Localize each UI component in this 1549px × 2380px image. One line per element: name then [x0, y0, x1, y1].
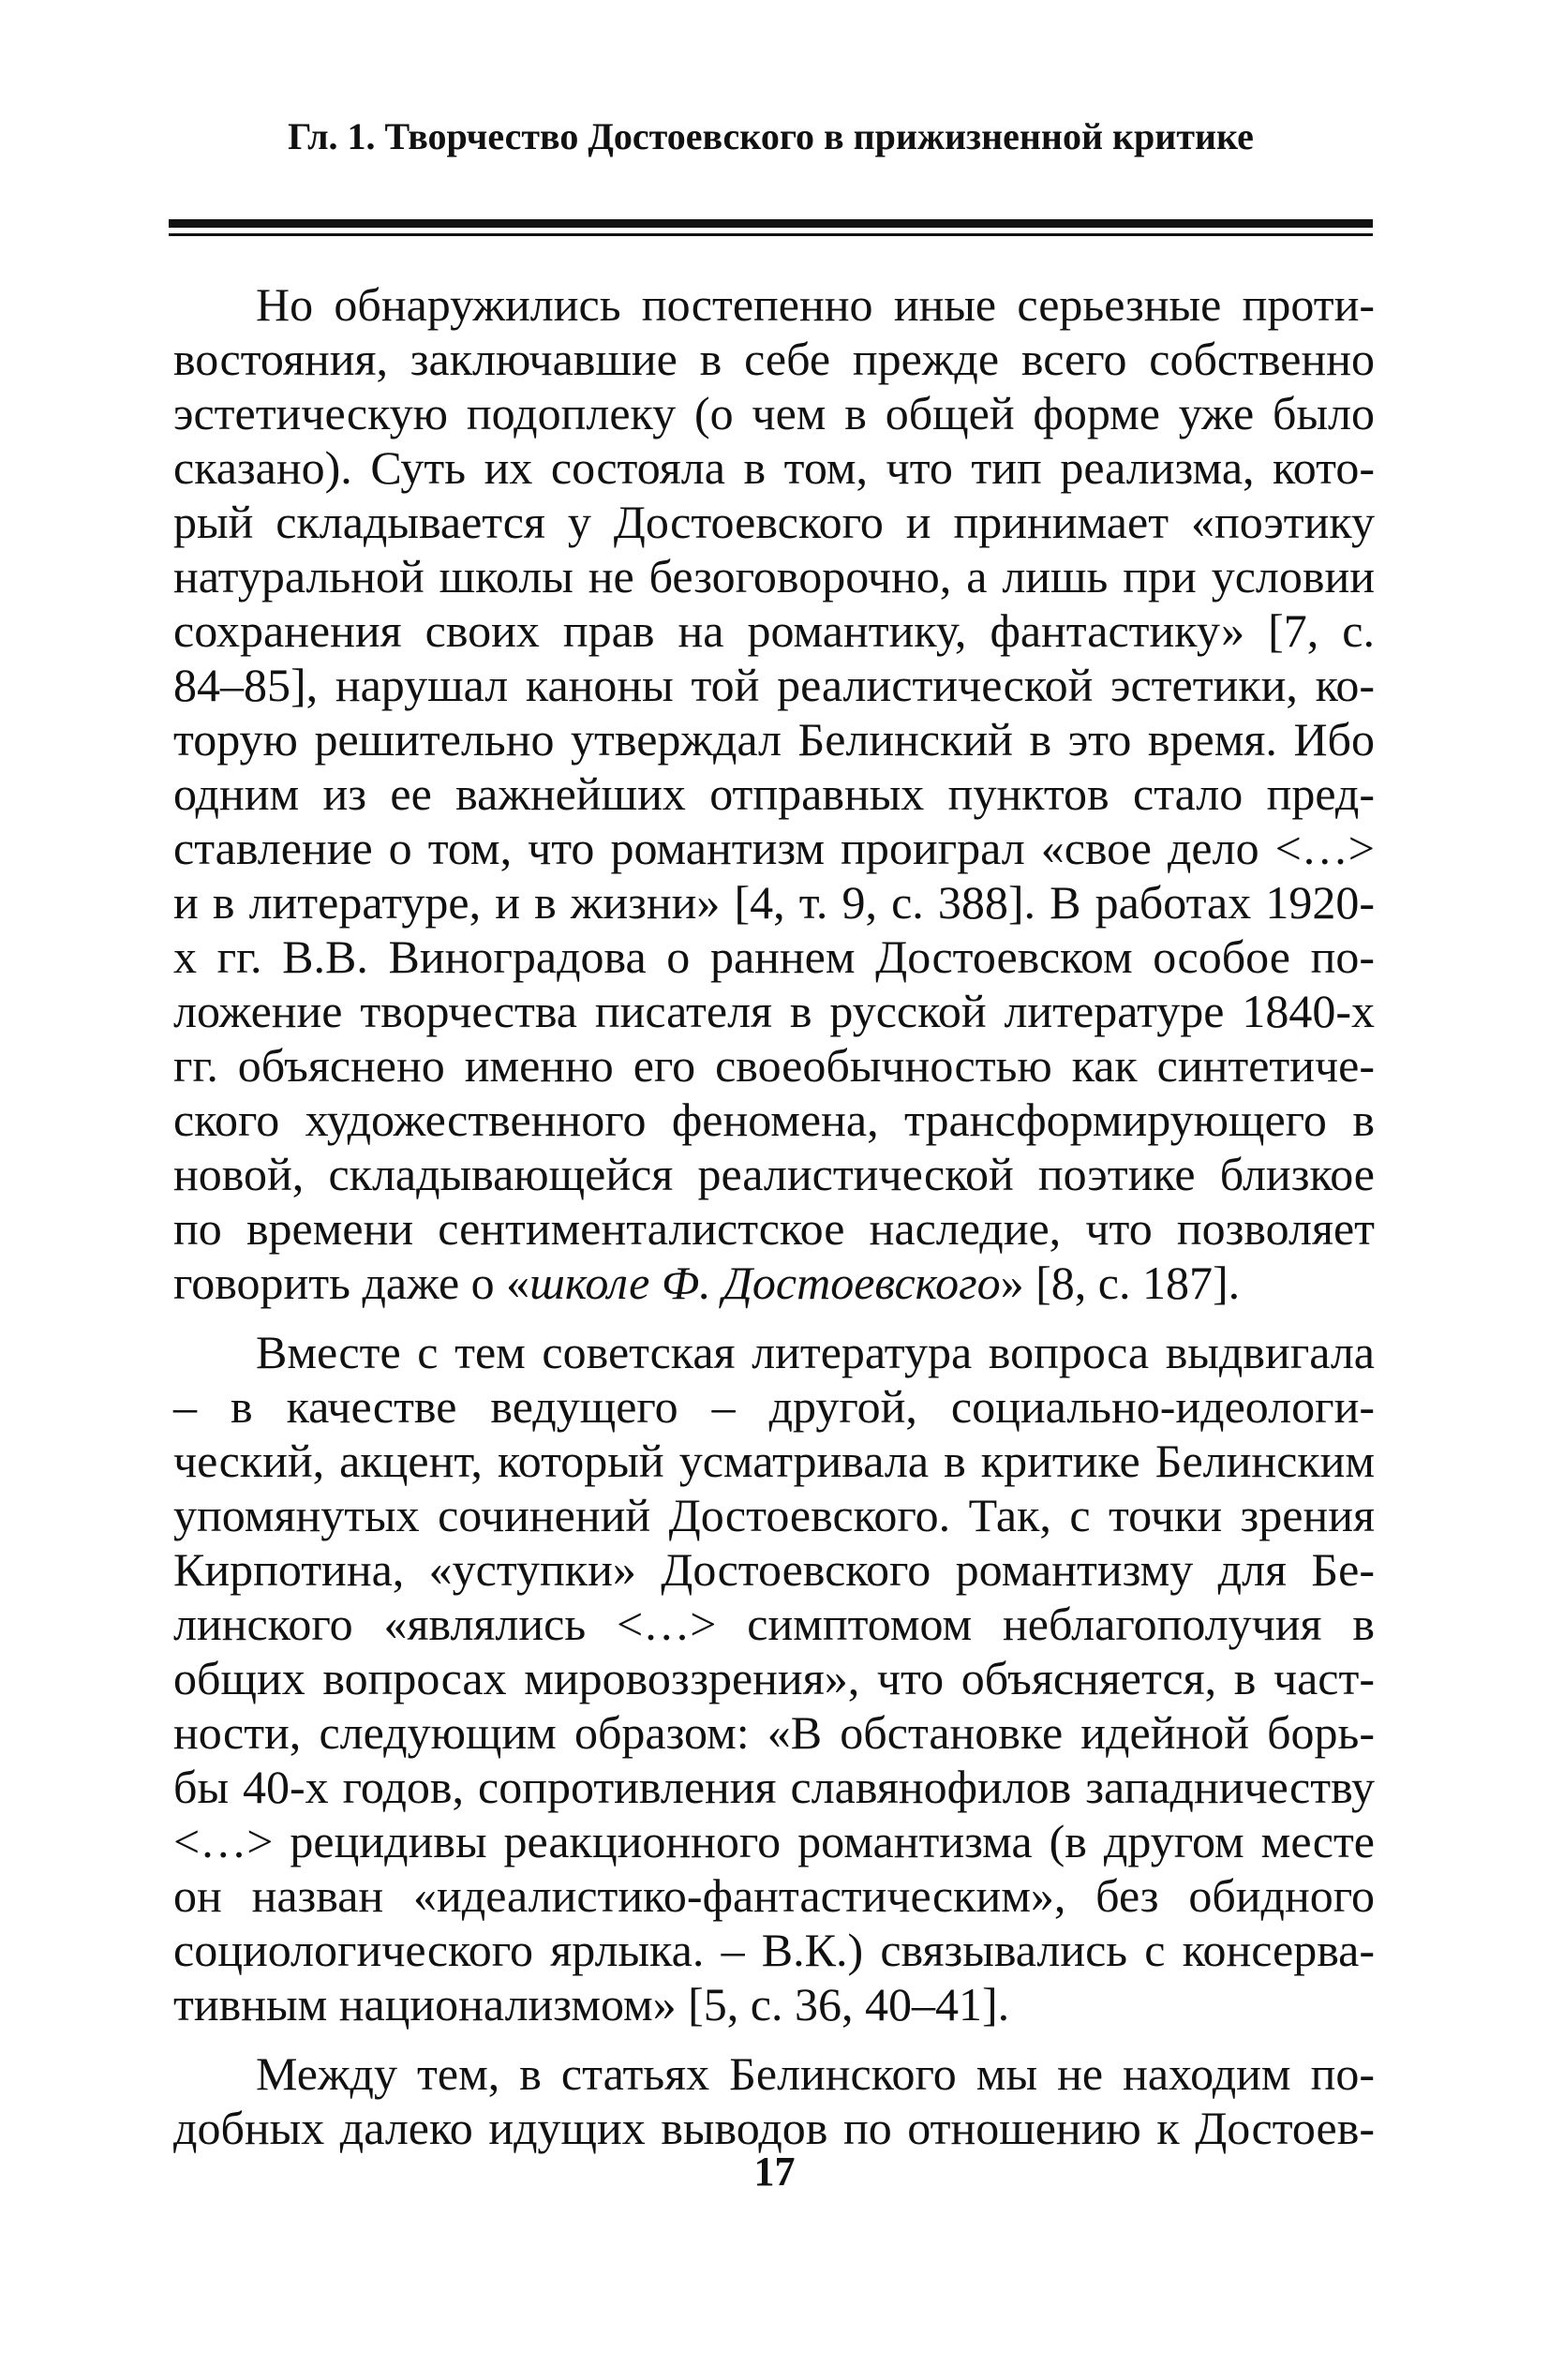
- text-line: торую решительно утверждал Белинский в это время. Ибо: [173, 713, 1375, 766]
- text-line: рый складывается у Достоевского и принимает «поэтику: [173, 496, 1375, 548]
- text-line: и в литературе, и в жизни» [4, т. 9, с. 388]. В работах 1920-: [173, 876, 1375, 929]
- text-segment: говорить даже о «: [173, 1257, 530, 1309]
- text-line: общих вопросах мировоззрения», что объясняется, в част-: [173, 1652, 1375, 1704]
- text-line: ставление о том, что романтизм проиграл «свое дело <…>: [173, 822, 1375, 874]
- text-line: Между тем, в статьях Белинского мы не находим по-: [256, 2047, 1375, 2100]
- text-line: новой, складывающейся реалистической поэтике близкое: [173, 1148, 1375, 1200]
- paragraph: [173, 1325, 1375, 2031]
- text-line: Вместе с тем советская литература вопроса выдвигала: [256, 1326, 1375, 1378]
- text-line: добных далеко идущих выводов по отношению к Достоев-: [173, 2102, 1375, 2154]
- text-line: натуральной школы не безоговорочно, а лишь при условии: [173, 550, 1375, 602]
- text-line: 84–85], нарушал каноны той реалистической эстетики, ко-: [173, 659, 1375, 711]
- text-segment: » [8, с. 187].: [1000, 1257, 1241, 1309]
- text-line: Кирпотина, «уступки» Достоевского романтизму для Бе-: [173, 1543, 1375, 1596]
- text-line: упомянутых сочинений Достоевского. Так, с точки зрения: [173, 1489, 1375, 1541]
- text-line: ложение творчества писателя в русской литературе 1840-х: [173, 985, 1375, 1037]
- text-line: Но обнаружились постепенно иные серьезные проти-: [256, 278, 1375, 331]
- text-line: х гг. В.В. Виноградова о раннем Достоевском особое по-: [173, 930, 1375, 983]
- text-line: эстетическую подоплеку (о чем в общей форме уже было: [173, 387, 1375, 439]
- text-line: сказано). Суть их состояла в том, что тип реализма, кото-: [173, 441, 1375, 494]
- text-line: линского «являлись <…> симптомом неблагополучия в: [173, 1598, 1375, 1650]
- header-rule-thick: [169, 219, 1373, 228]
- text-line: ческий, акцент, который усматривала в критике Белинским: [173, 1435, 1375, 1487]
- paragraph: [173, 277, 1375, 1310]
- text-line: <…> рецидивы реакционного романтизма (в другом месте: [173, 1815, 1375, 1867]
- text-line: он назван «идеалистико-фантастическим», без обидного: [173, 1869, 1375, 1922]
- text-line: по времени сентименталистское наследие, что позволяет: [173, 1202, 1375, 1255]
- page-number: 17: [753, 2149, 796, 2194]
- text-line: тивным национализмом» [5, с. 36, 40–41].: [173, 1978, 1010, 2030]
- text-line: бы 40-х годов, сопротивления славянофилов западничеству: [173, 1761, 1375, 1813]
- text-line: востояния, заключавшие в себе прежде всего собственно: [173, 333, 1375, 385]
- text-line: одним из ее важнейших отправных пунктов стало пред-: [173, 767, 1375, 820]
- text-line: – в качестве ведущего – другой, социально-идеологи-: [173, 1380, 1375, 1433]
- text-line: сохранения своих прав на романтику, фантастику» [7, с.: [173, 604, 1375, 657]
- text-line: ности, следующим образом: «В обстановке идейной борь-: [173, 1706, 1375, 1759]
- italic-title: школе Ф. Достоевского: [529, 1257, 1001, 1309]
- running-header: Гл. 1. Творчество Достоевского в прижизненной критике: [288, 115, 1254, 157]
- paragraph: [173, 2046, 1375, 2155]
- header-rule-thin: [169, 233, 1373, 236]
- text-line: гг. объяснено именно его своеобычностью как синтетиче-: [173, 1039, 1375, 1092]
- text-line: [173, 1256, 1375, 1310]
- body-text: [173, 277, 1375, 2155]
- text-line: социологического ярлыка. – В.К.) связывались с консерва-: [173, 1924, 1375, 1976]
- text-line: ского художественного феномена, трансформирующего в: [173, 1093, 1375, 1146]
